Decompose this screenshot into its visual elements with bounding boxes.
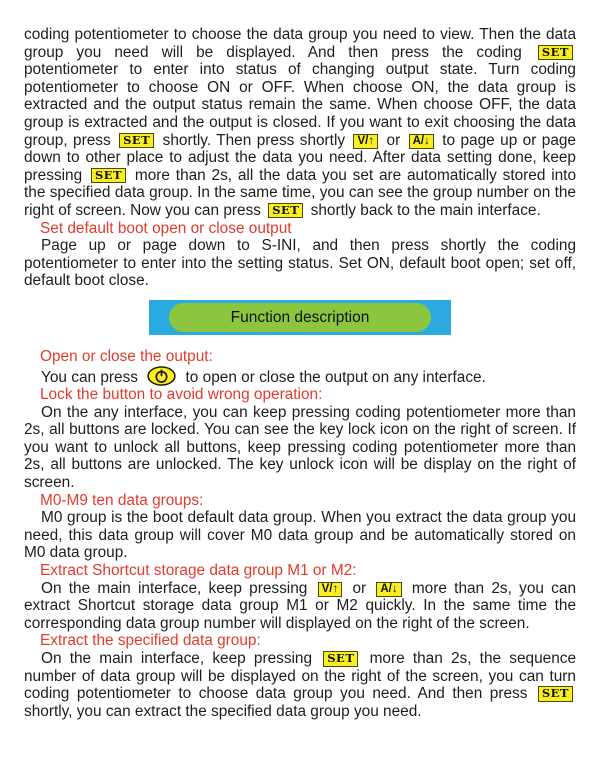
- paragraph: Page up or page down to S-INI, and then press shortly the coding potentiometer to enter into the setting status. Set ON, default boot open; set off, default boot close.: [24, 237, 576, 290]
- paragraph: On the main interface, keep pressing SET more than 2s, the sequence number of data group will be displayed on the right of the screen, you can turn coding potentiometer to choose data group you need. And then press SET shortly, you can extract the specified data group you need.: [24, 650, 577, 720]
- set-key-badge: SET: [538, 45, 573, 61]
- section-heading: Extract Shortcut storage data group M1 or M2:: [40, 562, 357, 580]
- voltage-up-key-badge: V/↑: [318, 582, 343, 598]
- paragraph: On the any interface, you can keep pressing coding potentiometer more than 2s, all buttons are locked. You can see the key lock icon on the right of screen. If you want to unlock all buttons, keep pressing coding potentiometer more than 2s, all buttons are unlocked. The key unlock icon will be display on the right of screen.: [24, 403, 576, 492]
- section-heading: Lock the button to avoid wrong operation:: [40, 386, 323, 404]
- section-heading: M0-M9 ten data groups:: [40, 491, 204, 509]
- function-description-banner-row: [24, 300, 576, 335]
- paragraph: M0 group is the boot default data group. When you extract the data group you need, this data group will cover M0 data group and be automatically stored on M0 data group.: [24, 509, 576, 562]
- paragraph: On the main interface, keep pressing V/↑ or A/↓ more than 2s, you can extract Shortcut storage data group M1 or M2 quickly. In the same time the corresponding data group number will displayed on the right of the screen.: [24, 579, 576, 632]
- voltage-up-key-badge: V/↑: [353, 134, 378, 150]
- current-down-key-badge: A/↓: [376, 582, 401, 598]
- set-key-badge: SET: [323, 651, 358, 667]
- paragraph: coding potentiometer to choose the data group you need to view. Then the data group you need will be displayed. And then press the coding SET potentiometer to enter into status of changing output state. Turn coding potentiometer to choose ON or OFF. When choose ON, the data group is extracted and the output status remain the same. When choose OFF, the data group is extracted and the output is closed. If you want to exit choosing the data group, press SET shortly. Then press shortly V/↑ or A/↓ to page up or page down to other place to adjust the data you need. After data setting done, keep pressing SET more than 2s, all the data you set are automatically stored into the specified data group. In the same time, you can see the group number on the right of screen. Now you can press SET shortly back to the main interface.: [24, 26, 577, 219]
- banner-label: Function description: [169, 303, 431, 332]
- set-key-badge: SET: [119, 133, 154, 149]
- section-heading: Extract the specified data group:: [40, 632, 261, 650]
- paragraph: You can press to open or close the output on any interface.: [24, 366, 576, 387]
- section-heading: Set default boot open or close output: [40, 219, 292, 237]
- set-key-badge: SET: [538, 686, 573, 702]
- set-key-badge: SET: [268, 203, 303, 219]
- set-key-badge: SET: [91, 168, 126, 184]
- banner-blue-background: [149, 300, 451, 335]
- power-button-icon: [147, 366, 176, 386]
- current-down-key-badge: A/↓: [409, 134, 434, 150]
- section-heading: Open or close the output:: [40, 347, 213, 365]
